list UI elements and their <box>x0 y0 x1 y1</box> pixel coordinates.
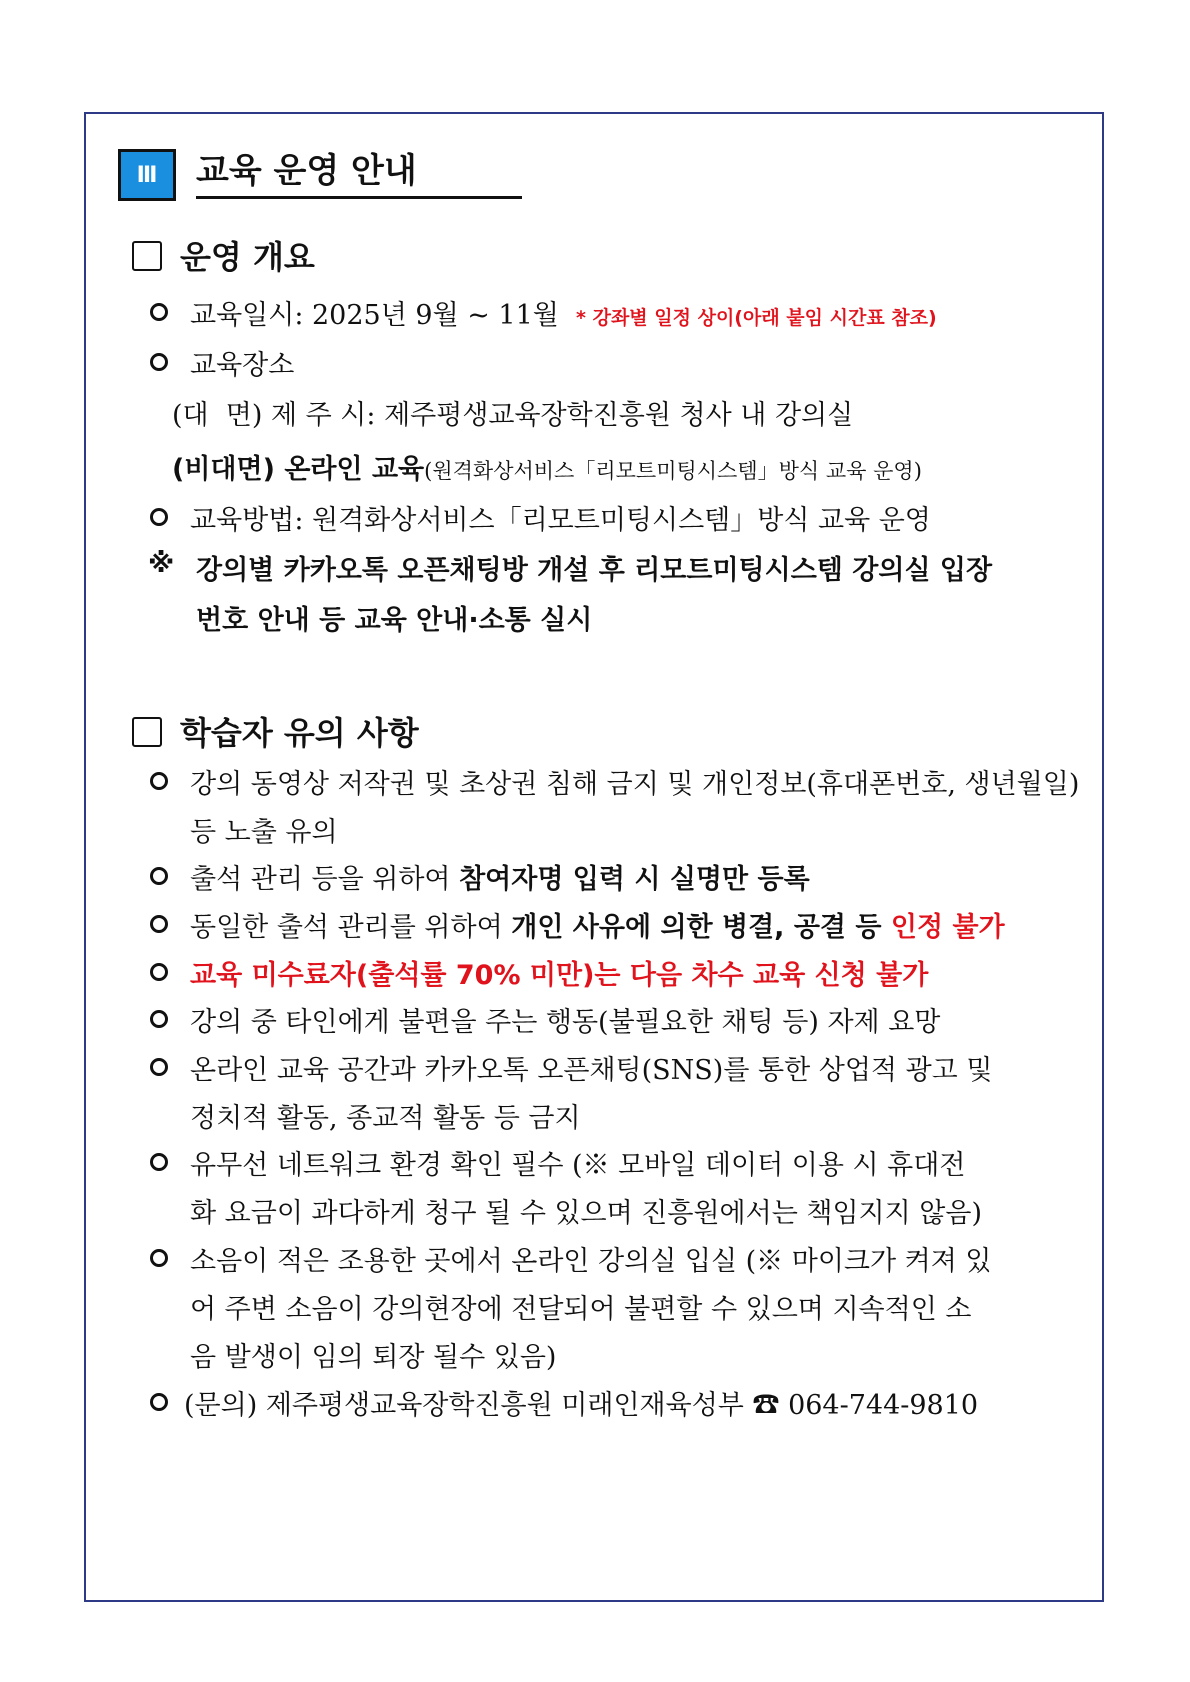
bullet-icon <box>150 915 168 933</box>
section-title: 교육 운영 안내 <box>196 147 522 199</box>
learner-heading: 학습자 유의 사항 <box>132 708 419 754</box>
learner-item-2: 출석 관리 등을 위하여 참여자명 입력 시 실명만 등록 <box>190 864 810 895</box>
notice-line-1: 강의별 카카오톡 오픈채팅방 개설 후 리모트미팅시스템 강의실 입장 <box>196 555 993 586</box>
learner-item-1-line-1: 강의 동영상 저작권 및 초상권 침해 금지 및 개인정보(휴대폰번호, 생년월일) <box>190 769 1080 800</box>
learner-item-8-line-2: 어 주변 소음이 강의현장에 전달되어 불편할 수 있으며 지속적인 소 <box>190 1294 972 1325</box>
place-line: 교육장소 <box>190 350 295 381</box>
online-line: (비대면) 온라인 교육(원격화상서비스「리모트미팅시스템」방식 교육 운영) <box>172 454 922 485</box>
learner-item-8-line-3: 음 발생이 임의 퇴장 될수 있음) <box>190 1342 557 1373</box>
learner-item-4: 교육 미수료자(출석률 70% 미만)는 다음 차수 교육 신청 불가 <box>190 960 929 991</box>
notice-mark: ※ <box>148 548 175 579</box>
checkbox-icon <box>132 717 162 747</box>
method-line: 교육방법: 원격화상서비스「리모트미팅시스템」방식 교육 운영 <box>190 505 931 536</box>
bullet-icon <box>150 1153 168 1171</box>
learner-item-6-line-2: 정치적 활동, 종교적 활동 등 금지 <box>190 1103 581 1134</box>
learner-item-6-line-1: 온라인 교육 공간과 카카오톡 오픈채팅(SNS)를 통한 상업적 광고 및 <box>190 1055 993 1086</box>
section-number-badge: Ⅲ <box>118 149 176 201</box>
bullet-icon <box>150 1249 168 1267</box>
bullet-icon <box>150 1058 168 1076</box>
learner-item-1-line-2: 등 노출 유의 <box>190 817 338 848</box>
bullet-icon <box>150 508 168 526</box>
bullet-icon <box>150 1393 168 1411</box>
bullet-icon <box>150 353 168 371</box>
contact-line: (문의) 제주평생교육장학진흥원 미래인재육성부 ☎ 064-744-9810 <box>184 1390 979 1421</box>
learner-item-7-line-2: 화 요금이 과다하게 청구 될 수 있으며 진흥원에서는 책임지지 않음) <box>190 1198 982 1229</box>
bullet-icon <box>150 1010 168 1028</box>
learner-item-8-line-1: 소음이 적은 조용한 곳에서 온라인 강의실 입실 (※ 마이크가 켜져 있 <box>190 1246 992 1277</box>
bullet-icon <box>150 963 168 981</box>
bullet-icon <box>150 303 168 321</box>
notice-line-2: 번호 안내 등 교육 안내·소통 실시 <box>196 605 593 636</box>
learner-item-3: 동일한 출석 관리를 위하여 개인 사유에 의한 병결, 공결 등 인정 불가 <box>190 912 1005 943</box>
phone-icon: ☎ <box>752 1390 780 1421</box>
bullet-icon <box>150 772 168 790</box>
learner-item-7-line-1: 유무선 네트워크 환경 확인 필수 (※ 모바일 데이터 이용 시 휴대전 <box>190 1150 966 1181</box>
bullet-icon <box>150 867 168 885</box>
overview-heading: 운영 개요 <box>132 232 315 278</box>
learner-item-5: 강의 중 타인에게 불편을 주는 행동(불필요한 채팅 등) 자제 요망 <box>190 1007 941 1038</box>
dates-line: 교육일시: 2025년 9월 ~ 11월 * 강좌별 일정 상이(아래 붙임 시간표 참조) <box>190 300 937 331</box>
face-to-face-line: (대 면) 제 주 시: 제주평생교육장학진흥원 청사 내 강의실 <box>172 400 854 431</box>
checkbox-icon <box>132 241 162 271</box>
